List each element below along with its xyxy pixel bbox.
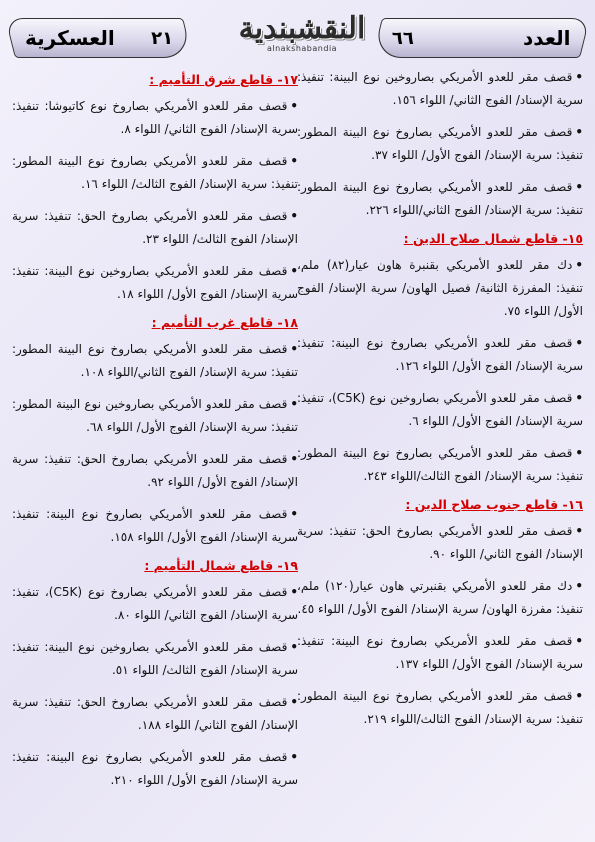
section-title: ١٥- قاطع شمال صلاح الدين : (403, 231, 583, 246)
list-item: •قصف مقر للعدو الأمريكي بصاروخ الحق: تنفيذ: سرية الإسناد/ الفوج الثالث/ اللواء ٢٣. (12, 209, 298, 246)
section-label: العسكرية (25, 26, 115, 50)
list-item: •قصف مقر للعدو الأمريكي بصاروخين نوع البينة: تنفيذ: سرية الإسناد/ الفوج الثاني/ اللواء ١٥٦. (297, 70, 583, 107)
list-item: •قصف مقر للعدو الأمريكي بصاروخين نوع (C5K)، تنفيذ: سرية الإسناد/ الفوج الأول/ اللواء ٦. (297, 391, 583, 428)
list-item: •دك مقر للعدو الأمريكي بقنبرتي هاون عيار(١٢٠) ملم، تنفيذ: مفرزة الهاون/ سرية الإسناد/ الفوج الأول/ اللواء ٤٥. (297, 579, 583, 616)
section-banner (5, 18, 193, 58)
right-column (297, 66, 583, 740)
list-item: •قصف مقر للعدو الأمريكي بصاروخ نوع البينة المطور: تنفيذ: سرية الإسناد/ الفوج الأول/ اللواء ٣٧. (297, 125, 583, 162)
issue-banner (372, 18, 590, 58)
logo-subtitle: alnakshabandia (266, 44, 338, 53)
list-item: •قصف مقر للعدو الأمريكي بصاروخ نوع البينة: تنفيذ: سرية الإسناد/ الفوج الأول/ اللواء ٢١٠. (12, 750, 298, 787)
list-item: •دك مقر للعدو الأمريكي بقنبرة هاون عيار(٨٢) ملم، تنفيذ: المفرزة الثانية/ فصيل الهاون/ سرية الإسناد/ الفوج الأول/ اللواء ٧٥. (297, 258, 584, 318)
list-item: •قصف مقر للعدو الأمريكي بصاروخ نوع البينة: تنفيذ: سرية الإسناد/ الفوج الأول/ اللواء ١٢٦. (297, 336, 583, 373)
list-item: •قصف مقر للعدو الأمريكي بصاروخين نوع البينة: تنفيذ: سرية الإسناد/ الفوج الثالث/ اللواء ٥١. (12, 640, 298, 677)
section-title: ١٧- قاطع شرق التأميم : (149, 72, 298, 87)
page-number: ٢١ (151, 27, 173, 49)
magazine-logo (212, 12, 392, 58)
list-item: •قصف مقر للعدو الأمريكي بصاروخ نوع البينة المطور: تنفيذ: سرية الإسناد/ الفوج الثاني/اللواء ١٠٨. (12, 342, 298, 379)
section-title: ١٨- قاطع غرب التأميم : (151, 315, 298, 330)
item-list-top (297, 66, 583, 222)
list-item: •قصف مقر للعدو الأمريكي بصاروخين نوع البينة: تنفيذ: سرية الإسناد/ الفوج الأول/ اللواء ١٨. (12, 264, 298, 301)
list-item: •قصف مقر للعدو الأمريكي بصاروخ نوع (C5K)، تنفيذ: سرية الإسناد/ الفوج الثاني/ اللواء ٨٠. (12, 585, 298, 622)
list-item: •قصف مقر للعدو الأمريكي بصاروخ الحق: تنفيذ: سرية الإسناد/ الفوج الأول/ اللواء ٩٢. (12, 452, 298, 489)
section-title: ١٩- قاطع شمال التأميم : (144, 558, 298, 573)
issue-number: ٦٦ (392, 27, 414, 49)
list-item: •قصف مقر للعدو الأمريكي بصاروخ نوع كاتيوشا: تنفيذ: سرية الإسناد/ الفوج الثاني/ اللواء ٨. (12, 99, 298, 136)
page-header (0, 0, 595, 62)
list-item: •قصف مقر للعدو الأمريكي بصاروخ نوع البينة المطور: تنفيذ: سرية الإسناد/ الفوج الثاني/اللواء ٢٢٦. (297, 180, 583, 217)
left-column (12, 66, 298, 801)
list-item: •قصف مقر للعدو الأمريكي بصاروخ نوع البينة المطور: تنفيذ: سرية الإسناد/ الفوج الثالث/اللواء ٢١٩. (297, 689, 583, 726)
section-title: ١٦- قاطع جنوب صلاح الدين : (405, 497, 583, 512)
list-item: •قصف مقر للعدو الأمريكي بصاروخ نوع البينة المطور: تنفيذ: سرية الإسناد/ الفوج الثالث/اللواء ٢٤٣. (297, 446, 583, 483)
list-item: •قصف مقر للعدو الأمريكي بصاروخين نوع البينة المطور: تنفيذ: سرية الإسناد/ الفوج الأول/ اللواء ٦٨. (12, 397, 298, 434)
list-item: •قصف مقر للعدو الأمريكي بصاروخ الحق: تنفيذ: سرية الإسناد/ الفوج الثاني/ اللواء ١٨٨. (12, 695, 298, 732)
logo-text: النقشبندية (238, 11, 366, 46)
list-item: •قصف مقر للعدو الأمريكي بصاروخ نوع البينة المطور: تنفيذ: سرية الإسناد/ الفوج الثالث/ اللواء ١٦. (12, 154, 298, 191)
list-item: •قصف مقر للعدو الأمريكي بصاروخ نوع البينة: تنفيذ: سرية الإسناد/ الفوج الأول/ اللواء ١٣٧. (297, 634, 583, 671)
list-item: •قصف مقر للعدو الأمريكي بصاروخ نوع البينة: تنفيذ: سرية الإسناد/ الفوج الأول/ اللواء ١٥٨. (12, 507, 298, 544)
list-item: •قصف مقر للعدو الأمريكي بصاروخ الحق: تنفيذ: سرية الإسناد/ الفوج الثاني/ اللواء ٩٠. (297, 524, 583, 561)
issue-label: العدد (522, 26, 570, 50)
